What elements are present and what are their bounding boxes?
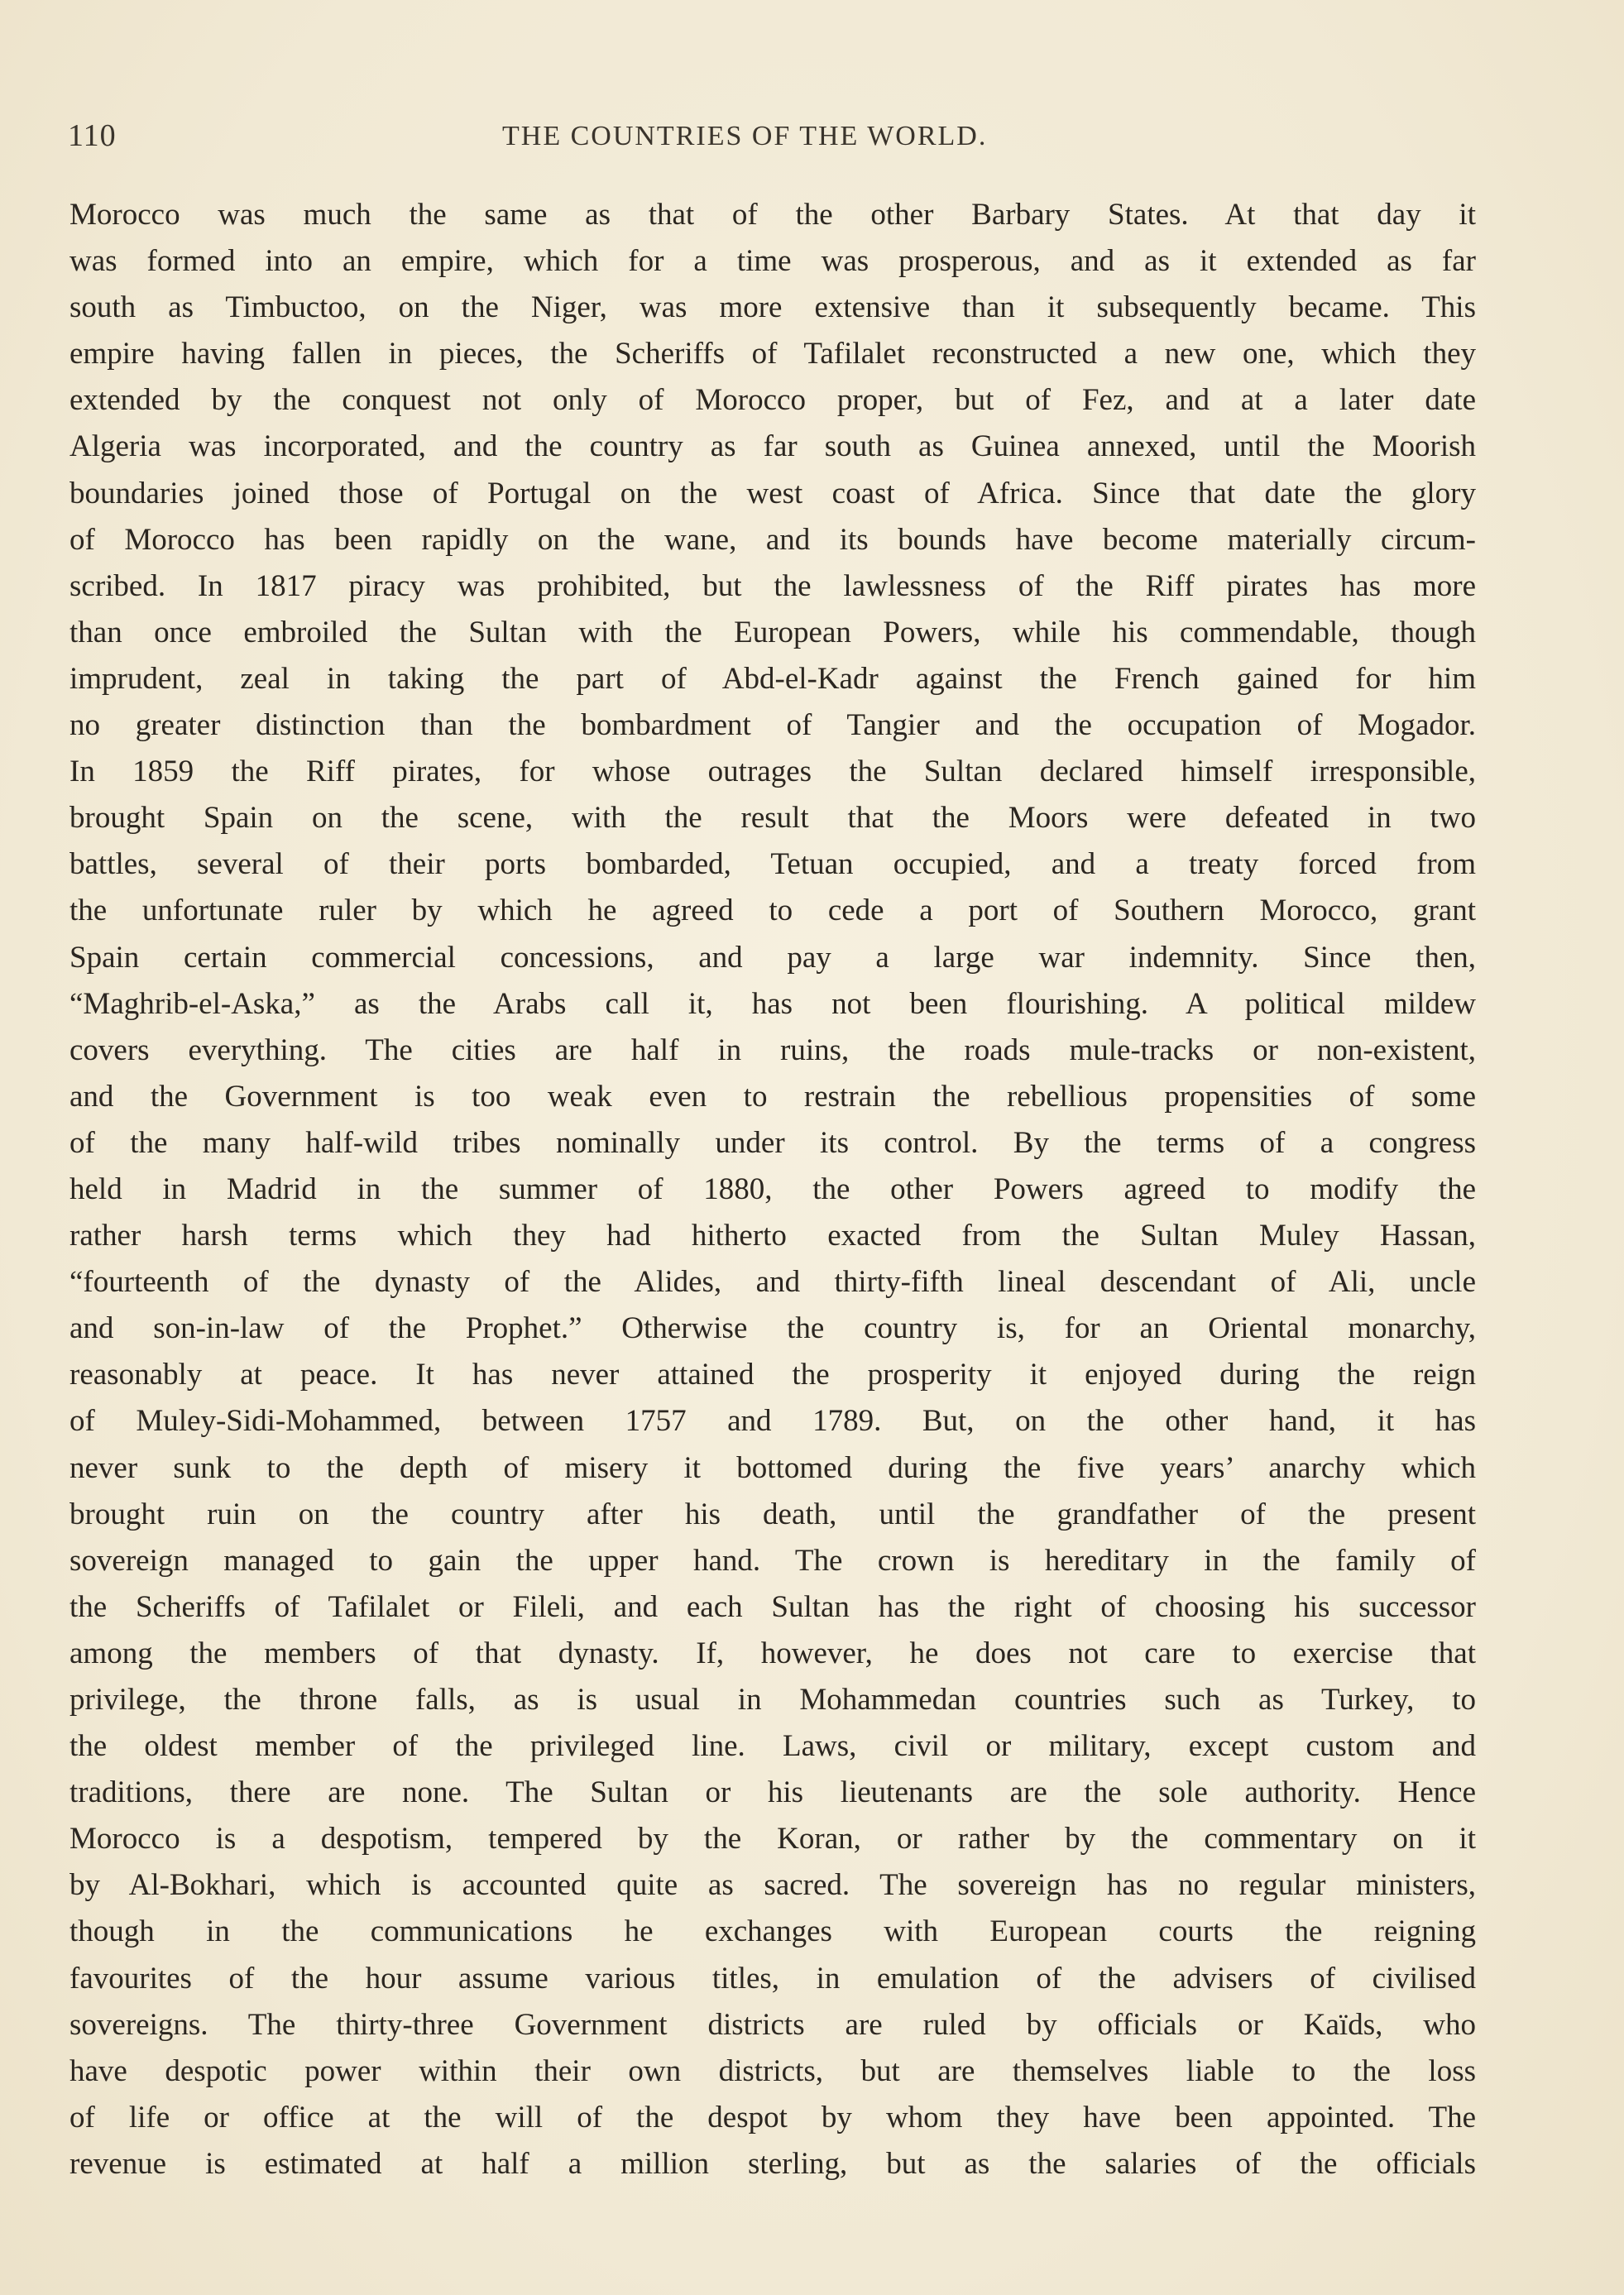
body-text xyxy=(69,192,1476,2234)
text-line: the Scheriffs of Tafilalet or Fileli, and each Sultan has the right of choosing his successor xyxy=(69,1589,1476,1624)
text-line: “Maghrib-el-Aska,” as the Arabs call it, has not been flourishing. A political mildew xyxy=(69,986,1476,1021)
text-line: reasonably at peace. It has never attained the prosperity it enjoyed during the reign xyxy=(69,1358,1476,1392)
text-line: of the many half-wild tribes nominally under its control. By the terms of a congress xyxy=(69,1125,1476,1160)
text-line: no greater distinction than the bombardment of Tangier and the occupation of Mogador. xyxy=(69,708,1476,743)
text-line: revenue is estimated at half a million sterling, but as the salaries of the officials xyxy=(69,2146,1476,2181)
text-line: imprudent, zeal in taking the part of Abd-el-Kadr against the French gained for him xyxy=(69,661,1476,696)
text-line: of Morocco has been rapidly on the wane, and its bounds have become materially circum- xyxy=(69,522,1476,557)
page-header xyxy=(68,117,1061,159)
text-line: Morocco was much the same as that of the other Barbary States. At that day it xyxy=(69,198,1476,232)
text-line: empire having fallen in pieces, the Scheriffs of Tafilalet reconstructed a new one, which they xyxy=(69,337,1476,371)
text-line: the unfortunate ruler by which he agreed to cede a port of Southern Morocco, grant xyxy=(69,894,1476,928)
text-line: scribed. In 1817 piracy was prohibited, but the lawlessness of the Riff pirates has more xyxy=(69,568,1476,603)
text-line: brought ruin on the country after his death, until the grandfather of the present xyxy=(69,1497,1476,1531)
text-line: “fourteenth of the dynasty of the Alides, and thirty-fifth lineal descendant of Ali, uncle xyxy=(69,1265,1476,1300)
text-line: and the Government is too weak even to restrain the rebellious propensities of some xyxy=(69,1079,1476,1114)
text-line: was formed into an empire, which for a time was prosperous, and as it extended as far xyxy=(69,244,1476,279)
text-line: Morocco is a despotism, tempered by the Koran, or rather by the commentary on it xyxy=(69,1822,1476,1857)
text-line: sovereign managed to gain the upper hand. The crown is hereditary in the family of xyxy=(69,1543,1476,1578)
text-line: brought Spain on the scene, with the result that the Moors were defeated in two xyxy=(69,801,1476,836)
text-line: boundaries joined those of Portugal on the west coast of Africa. Since that date the glory xyxy=(69,476,1476,510)
text-line: Spain certain commercial concessions, and pay a large war indemnity. Since then, xyxy=(69,940,1476,975)
text-line: among the members of that dynasty. If, however, he does not care to exercise that xyxy=(69,1636,1476,1670)
text-line: battles, several of their ports bombarded, Tetuan occupied, and a treaty forced from xyxy=(69,847,1476,882)
text-line: In 1859 the Riff pirates, for whose outrages the Sultan declared himself irresponsible, xyxy=(69,755,1476,789)
text-line: privilege, the throne falls, as is usual in Mohammedan countries such as Turkey, to xyxy=(69,1683,1476,1717)
text-line: extended by the conquest not only of Morocco proper, but of Fez, and at a later date xyxy=(69,383,1476,418)
running-head: THE COUNTRIES OF THE WORLD. xyxy=(502,121,988,151)
text-line: than once embroiled the Sultan with the European Powers, while his commendable, though xyxy=(69,615,1476,649)
text-line: of life or office at the will of the despot by whom they have been appointed. The xyxy=(69,2100,1476,2134)
text-line: sovereigns. The thirty-three Government districts are ruled by officials or Kaïds, who xyxy=(69,2007,1476,2042)
text-line: rather harsh terms which they had hitherto exacted from the Sultan Muley Hassan, xyxy=(69,1219,1476,1253)
text-line: Algeria was incorporated, and the country as far south as Guinea annexed, until the Moorish xyxy=(69,429,1476,464)
text-line: the oldest member of the privileged line. Laws, civil or military, except custom and xyxy=(69,1729,1476,1764)
text-line: covers everything. The cities are half in ruins, the roads mule-tracks or non-existent, xyxy=(69,1033,1476,1067)
page-number: 110 xyxy=(68,118,117,153)
text-line: favourites of the hour assume various titles, in emulation of the advisers of civilised xyxy=(69,1961,1476,1996)
text-line: and son-in-law of the Prophet.” Otherwise the country is, for an Oriental monarchy, xyxy=(69,1311,1476,1346)
text-line: never sunk to the depth of misery it bottomed during the five years’ anarchy which xyxy=(69,1450,1476,1485)
text-line: traditions, there are none. The Sultan or his lieutenants are the sole authority. Hence xyxy=(69,1775,1476,1810)
text-line: held in Madrid in the summer of 1880, the other Powers agreed to modify the xyxy=(69,1171,1476,1206)
text-line: of Muley-Sidi-Mohammed, between 1757 and 1789. But, on the other hand, it has xyxy=(69,1404,1476,1439)
text-line: have despotic power within their own districts, but are themselves liable to the loss xyxy=(69,2053,1476,2088)
text-line xyxy=(69,2187,1476,2234)
text-line: by Al-Bokhari, which is accounted quite as sacred. The sovereign has no regular ministers, xyxy=(69,1868,1476,1903)
text-line: though in the communications he exchanges with European courts the reigning xyxy=(69,1914,1476,1949)
text-line: south as Timbuctoo, on the Niger, was more extensive than it subsequently became. This xyxy=(69,290,1476,325)
